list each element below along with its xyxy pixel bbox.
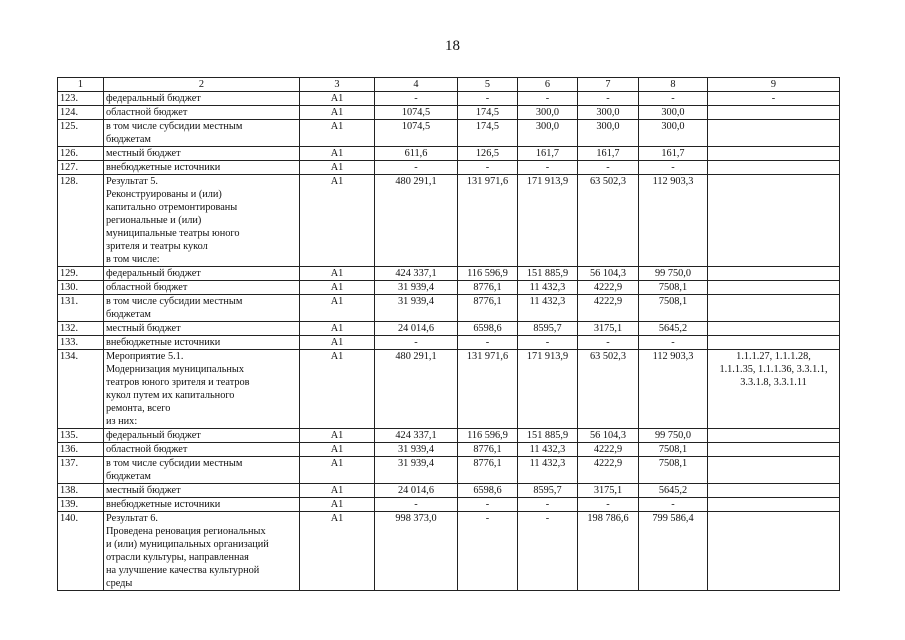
row-number-cell: 126.	[58, 147, 104, 161]
row-code-cell: А1	[300, 281, 375, 295]
header-cell: 7	[578, 78, 639, 92]
row-number-cell: 133.	[58, 336, 104, 350]
col4-value-cell: 424 337,1	[375, 429, 458, 443]
table-row	[58, 120, 840, 147]
header-cell: 2	[104, 78, 300, 92]
col7-value-cell: 198 786,6	[578, 512, 639, 591]
col5-value-cell: 116 596,9	[458, 267, 518, 281]
table-row	[58, 498, 840, 512]
col5-value-cell: 8776,1	[458, 281, 518, 295]
col9-value-cell	[708, 161, 840, 175]
col4-value-cell: 1074,5	[375, 120, 458, 147]
row-name-cell: внебюджетные источники	[104, 336, 300, 350]
col4-value-cell: 31 939,4	[375, 295, 458, 322]
header-cell: 3	[300, 78, 375, 92]
table-row	[58, 175, 840, 267]
col6-value-cell: 300,0	[518, 106, 578, 120]
row-name-cell: областной бюджет	[104, 106, 300, 120]
col7-value-cell: 4222,9	[578, 457, 639, 484]
col4-value-cell: -	[375, 92, 458, 106]
row-code-cell: А1	[300, 443, 375, 457]
row-code-cell: А1	[300, 350, 375, 429]
col9-value-cell	[708, 175, 840, 267]
row-number-cell: 125.	[58, 120, 104, 147]
table-row	[58, 457, 840, 484]
row-name-cell: Мероприятие 5.1. Модернизация муниципальных театров юного зрителя и театров кукол путем их капитального ремонта, всего из них:	[104, 350, 300, 429]
col9-value-cell	[708, 295, 840, 322]
row-number-cell: 136.	[58, 443, 104, 457]
col6-value-cell: 11 432,3	[518, 295, 578, 322]
table-row	[58, 429, 840, 443]
row-code-cell: А1	[300, 120, 375, 147]
header-cell: 8	[639, 78, 708, 92]
row-number-cell: 134.	[58, 350, 104, 429]
col6-value-cell: 151 885,9	[518, 429, 578, 443]
col6-value-cell: 8595,7	[518, 322, 578, 336]
row-code-cell: А1	[300, 512, 375, 591]
col5-value-cell: -	[458, 498, 518, 512]
header-cell: 1	[58, 78, 104, 92]
col8-value-cell: 799 586,4	[639, 512, 708, 591]
col7-value-cell: 63 502,3	[578, 175, 639, 267]
col5-value-cell: 8776,1	[458, 295, 518, 322]
col4-value-cell: 31 939,4	[375, 281, 458, 295]
col7-value-cell: 161,7	[578, 147, 639, 161]
row-name-cell: областной бюджет	[104, 443, 300, 457]
row-number-cell: 128.	[58, 175, 104, 267]
page-number: 18	[445, 38, 460, 54]
row-number-cell: 140.	[58, 512, 104, 591]
row-number-cell: 130.	[58, 281, 104, 295]
col5-value-cell: 6598,6	[458, 322, 518, 336]
col8-value-cell: 99 750,0	[639, 267, 708, 281]
col6-value-cell: -	[518, 336, 578, 350]
col9-value-cell: -	[708, 92, 840, 106]
row-code-cell: А1	[300, 498, 375, 512]
col8-value-cell: 99 750,0	[639, 429, 708, 443]
col8-value-cell: 5645,2	[639, 484, 708, 498]
table-row	[58, 267, 840, 281]
col7-value-cell: -	[578, 161, 639, 175]
col9-value-cell: 1.1.1.27, 1.1.1.28, 1.1.1.35, 1.1.1.36, 3.3.1.1, 3.3.1.8, 3.3.1.11	[708, 350, 840, 429]
col8-value-cell: 7508,1	[639, 443, 708, 457]
col6-value-cell: -	[518, 512, 578, 591]
col6-value-cell: -	[518, 498, 578, 512]
table-row	[58, 147, 840, 161]
col5-value-cell: 131 971,6	[458, 175, 518, 267]
col9-value-cell	[708, 484, 840, 498]
col7-value-cell: 300,0	[578, 106, 639, 120]
table-row	[58, 106, 840, 120]
col5-value-cell: -	[458, 512, 518, 591]
table-row	[58, 443, 840, 457]
header-cell: 9	[708, 78, 840, 92]
col6-value-cell: 8595,7	[518, 484, 578, 498]
col5-value-cell: 116 596,9	[458, 429, 518, 443]
col5-value-cell: 126,5	[458, 147, 518, 161]
row-number-cell: 127.	[58, 161, 104, 175]
col7-value-cell: 3175,1	[578, 484, 639, 498]
table-row	[58, 322, 840, 336]
col6-value-cell: 11 432,3	[518, 443, 578, 457]
row-code-cell: А1	[300, 484, 375, 498]
col5-value-cell: 174,5	[458, 120, 518, 147]
col4-value-cell: 24 014,6	[375, 484, 458, 498]
col6-value-cell: 151 885,9	[518, 267, 578, 281]
col9-value-cell	[708, 267, 840, 281]
row-code-cell: А1	[300, 295, 375, 322]
row-name-cell: местный бюджет	[104, 484, 300, 498]
col8-value-cell: 161,7	[639, 147, 708, 161]
col5-value-cell: 6598,6	[458, 484, 518, 498]
budget-table	[57, 77, 840, 591]
row-name-cell: федеральный бюджет	[104, 92, 300, 106]
col7-value-cell: 4222,9	[578, 281, 639, 295]
table-row	[58, 336, 840, 350]
table-row	[58, 350, 840, 429]
col7-value-cell: 63 502,3	[578, 350, 639, 429]
col8-value-cell: -	[639, 161, 708, 175]
col8-value-cell: 7508,1	[639, 281, 708, 295]
table-row	[58, 92, 840, 106]
col8-value-cell: -	[639, 498, 708, 512]
col8-value-cell: 5645,2	[639, 322, 708, 336]
row-number-cell: 138.	[58, 484, 104, 498]
col7-value-cell: 4222,9	[578, 295, 639, 322]
table-row	[58, 484, 840, 498]
col7-value-cell: -	[578, 92, 639, 106]
row-number-cell: 129.	[58, 267, 104, 281]
col6-value-cell: 171 913,9	[518, 350, 578, 429]
col4-value-cell: 31 939,4	[375, 443, 458, 457]
col5-value-cell: 8776,1	[458, 443, 518, 457]
col4-value-cell: 480 291,1	[375, 350, 458, 429]
row-name-cell: федеральный бюджет	[104, 429, 300, 443]
table-row	[58, 161, 840, 175]
col6-value-cell: -	[518, 161, 578, 175]
col6-value-cell: 11 432,3	[518, 457, 578, 484]
row-code-cell: А1	[300, 106, 375, 120]
row-name-cell: областной бюджет	[104, 281, 300, 295]
row-number-cell: 139.	[58, 498, 104, 512]
row-name-cell: Результат 6. Проведена реновация региональных и (или) муниципальных организаций отрасли культуры, направленная на улучшение качества культурной среды	[104, 512, 300, 591]
row-code-cell: А1	[300, 457, 375, 484]
col5-value-cell: -	[458, 161, 518, 175]
col8-value-cell: 300,0	[639, 120, 708, 147]
col4-value-cell: 24 014,6	[375, 322, 458, 336]
col4-value-cell: -	[375, 498, 458, 512]
row-name-cell: в том числе субсидии местным бюджетам	[104, 457, 300, 484]
header-cell: 5	[458, 78, 518, 92]
col9-value-cell	[708, 147, 840, 161]
col6-value-cell: 161,7	[518, 147, 578, 161]
row-name-cell: местный бюджет	[104, 322, 300, 336]
row-code-cell: А1	[300, 429, 375, 443]
row-name-cell: в том числе субсидии местным бюджетам	[104, 120, 300, 147]
col4-value-cell: 611,6	[375, 147, 458, 161]
row-code-cell: А1	[300, 336, 375, 350]
row-code-cell: А1	[300, 322, 375, 336]
col5-value-cell: 131 971,6	[458, 350, 518, 429]
row-code-cell: А1	[300, 161, 375, 175]
col8-value-cell: 7508,1	[639, 295, 708, 322]
table-row	[58, 281, 840, 295]
row-number-cell: 132.	[58, 322, 104, 336]
row-code-cell: А1	[300, 147, 375, 161]
row-name-cell: внебюджетные источники	[104, 498, 300, 512]
header-row	[58, 78, 840, 92]
row-number-cell: 137.	[58, 457, 104, 484]
col7-value-cell: -	[578, 336, 639, 350]
header-cell: 4	[375, 78, 458, 92]
col9-value-cell	[708, 322, 840, 336]
row-code-cell: А1	[300, 175, 375, 267]
col6-value-cell: 11 432,3	[518, 281, 578, 295]
col9-value-cell	[708, 443, 840, 457]
row-code-cell: А1	[300, 267, 375, 281]
row-name-cell: федеральный бюджет	[104, 267, 300, 281]
row-name-cell: местный бюджет	[104, 147, 300, 161]
row-name-cell: в том числе субсидии местным бюджетам	[104, 295, 300, 322]
col7-value-cell: -	[578, 498, 639, 512]
col5-value-cell: 8776,1	[458, 457, 518, 484]
row-number-cell: 123.	[58, 92, 104, 106]
col8-value-cell: -	[639, 336, 708, 350]
col6-value-cell: 300,0	[518, 120, 578, 147]
col9-value-cell	[708, 336, 840, 350]
col4-value-cell: 480 291,1	[375, 175, 458, 267]
col5-value-cell: -	[458, 92, 518, 106]
col4-value-cell: -	[375, 336, 458, 350]
col8-value-cell: 112 903,3	[639, 175, 708, 267]
col9-value-cell	[708, 457, 840, 484]
col8-value-cell: -	[639, 92, 708, 106]
row-name-cell: Результат 5. Реконструированы и (или) капитально отремонтированы региональные и (или) муниципальные театры юного зрителя и театры кукол в том числе:	[104, 175, 300, 267]
table-row	[58, 295, 840, 322]
col8-value-cell: 300,0	[639, 106, 708, 120]
col4-value-cell: 31 939,4	[375, 457, 458, 484]
col9-value-cell	[708, 498, 840, 512]
row-number-cell: 124.	[58, 106, 104, 120]
col9-value-cell	[708, 281, 840, 295]
col9-value-cell	[708, 106, 840, 120]
row-number-cell: 131.	[58, 295, 104, 322]
col6-value-cell: 171 913,9	[518, 175, 578, 267]
col8-value-cell: 112 903,3	[639, 350, 708, 429]
col7-value-cell: 56 104,3	[578, 429, 639, 443]
col5-value-cell: 174,5	[458, 106, 518, 120]
table-row	[58, 512, 840, 591]
col9-value-cell	[708, 512, 840, 591]
row-code-cell: А1	[300, 92, 375, 106]
col9-value-cell	[708, 120, 840, 147]
row-number-cell: 135.	[58, 429, 104, 443]
col4-value-cell: 998 373,0	[375, 512, 458, 591]
col9-value-cell	[708, 429, 840, 443]
col8-value-cell: 7508,1	[639, 457, 708, 484]
header-cell: 6	[518, 78, 578, 92]
col4-value-cell: 1074,5	[375, 106, 458, 120]
col7-value-cell: 56 104,3	[578, 267, 639, 281]
col7-value-cell: 4222,9	[578, 443, 639, 457]
row-name-cell: внебюджетные источники	[104, 161, 300, 175]
col6-value-cell: -	[518, 92, 578, 106]
col7-value-cell: 3175,1	[578, 322, 639, 336]
col4-value-cell: -	[375, 161, 458, 175]
col4-value-cell: 424 337,1	[375, 267, 458, 281]
col5-value-cell: -	[458, 336, 518, 350]
col7-value-cell: 300,0	[578, 120, 639, 147]
